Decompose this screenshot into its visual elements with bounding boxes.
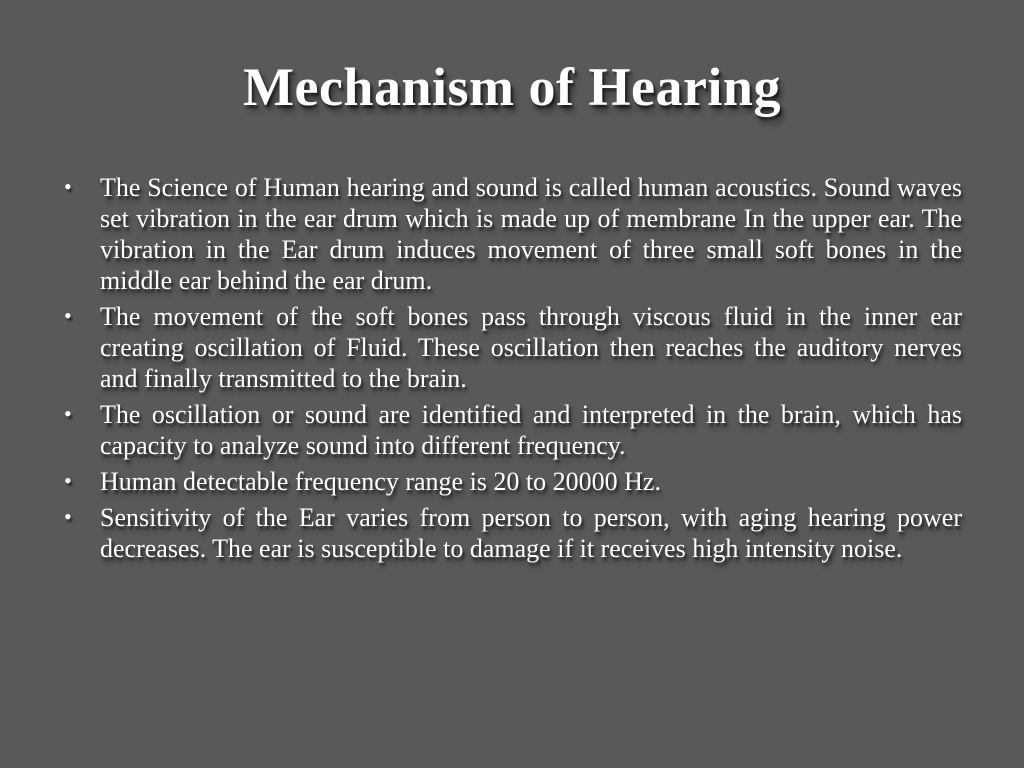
bullet-text: The oscillation or sound are identified and interpreted in the brain, which has capacity to analyze sound into different frequency. — [100, 400, 962, 460]
bullet-list — [62, 172, 962, 569]
bullet-item — [62, 466, 962, 497]
bullet-item — [62, 399, 962, 461]
bullet-item — [62, 502, 962, 564]
bullet-icon: • — [64, 303, 72, 328]
bullet-text: Sensitivity of the Ear varies from person to person, with aging hearing power decreases. The ear is susceptible to damage if it receives high intensity noise. — [100, 503, 962, 563]
bullet-text: The Science of Human hearing and sound is called human acoustics. Sound waves set vibration in the ear drum which is made up of membrane In the upper ear. The vibration in the Ear drum induces movement of three small soft bones in the middle ear behind the ear drum. — [100, 173, 962, 295]
bullet-item — [62, 172, 962, 296]
bullet-icon: • — [64, 174, 72, 199]
bullet-text: Human detectable frequency range is 20 to 20000 Hz. — [100, 467, 661, 496]
bullet-icon: • — [64, 504, 72, 529]
bullet-icon: • — [64, 468, 72, 493]
bullet-icon: • — [64, 401, 72, 426]
slide-title: Mechanism of Hearing — [243, 57, 781, 117]
bullet-item — [62, 301, 962, 394]
bullet-text: The movement of the soft bones pass through viscous fluid in the inner ear creating oscillation of Fluid. These oscillation then reaches the auditory nerves and finally transmitted to the brain. — [100, 302, 962, 393]
